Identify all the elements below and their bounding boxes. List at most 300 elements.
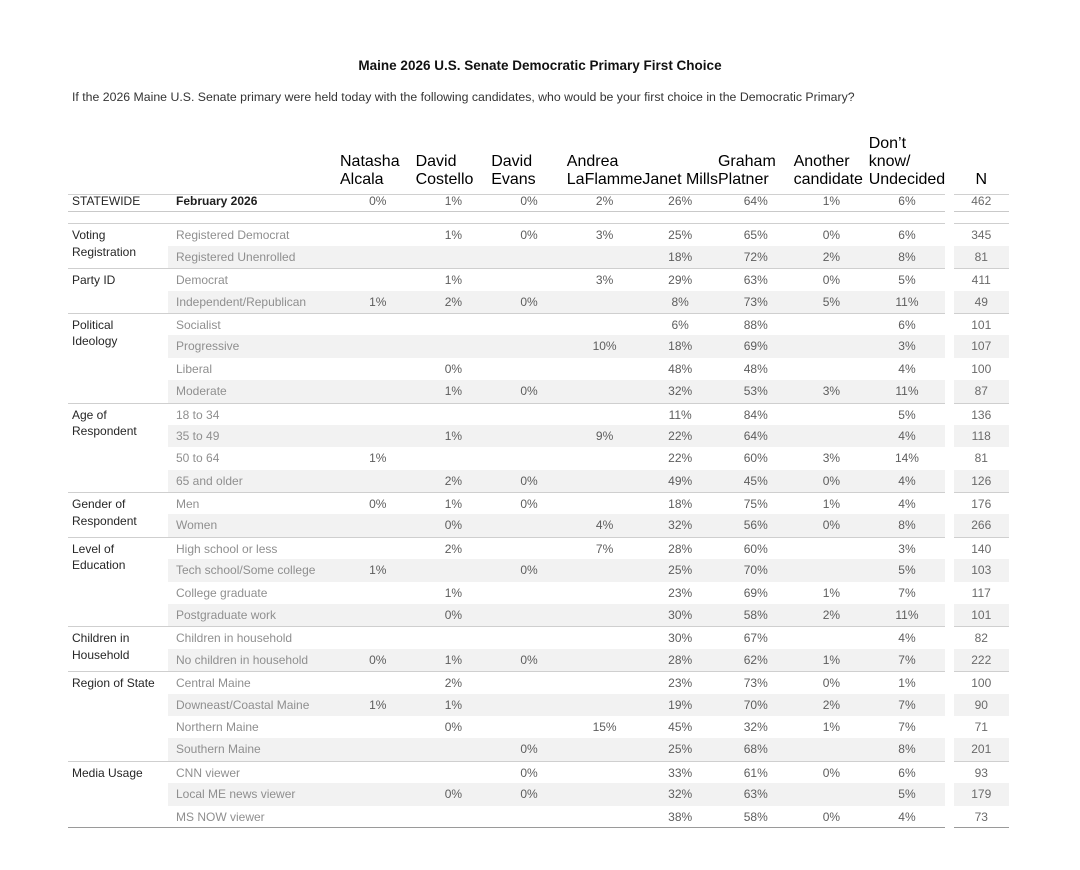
value-cell: 1%	[416, 268, 492, 290]
column-header	[491, 135, 567, 195]
n-cell: 345	[954, 223, 1009, 245]
value-cell: 1%	[340, 559, 416, 581]
value-cell: 58%	[718, 806, 794, 828]
value-cell: 0%	[444, 361, 463, 376]
column-gutter	[945, 694, 954, 716]
n-cell: 266	[954, 514, 1009, 536]
value-cell: 32%	[642, 380, 718, 402]
value-cell: 1%	[822, 585, 841, 600]
value-cell: 23%	[642, 671, 718, 693]
section-label: Age of Respondent	[68, 403, 168, 493]
value-cell	[340, 380, 416, 402]
value-cell: 69%	[743, 585, 768, 600]
value-cell: 0%	[794, 223, 870, 245]
n-cell: 103	[954, 559, 1009, 581]
column-header-row	[68, 135, 1009, 190]
value-cell	[491, 358, 567, 380]
value-cell: 1%	[794, 190, 870, 212]
section-spacer	[68, 212, 1009, 223]
value-cell: 23%	[668, 585, 693, 600]
n-cell: 49	[954, 291, 1009, 313]
column-header-label: David Costello	[415, 153, 474, 188]
value-cell: 4%	[869, 470, 945, 492]
column-gutter	[945, 380, 954, 402]
row-label: 50 to 64	[176, 451, 220, 466]
value-cell: 5%	[794, 291, 870, 313]
value-cell	[794, 738, 870, 760]
value-cell	[340, 470, 416, 492]
value-cell: 1%	[416, 223, 492, 245]
value-cell	[340, 313, 416, 335]
value-cell	[340, 783, 416, 805]
value-cell: 3%	[794, 380, 870, 402]
row-label: Democrat	[168, 268, 340, 290]
column-gutter	[945, 716, 954, 738]
value-cell: 6%	[642, 313, 718, 335]
value-cell	[491, 537, 567, 559]
value-cell: 0%	[491, 559, 567, 581]
value-cell: 30%	[642, 626, 718, 648]
value-cell: 6%	[869, 313, 945, 335]
value-cell: 26%	[642, 190, 718, 212]
value-cell: 8%	[642, 291, 718, 313]
value-cell: 28%	[642, 537, 718, 559]
column-header-label: Don’t know/ Undecided	[868, 135, 946, 188]
section-label: Voting Registration	[68, 223, 168, 268]
n-cell: 100	[971, 361, 992, 376]
value-cell: 0%	[794, 268, 870, 290]
value-cell: 1%	[416, 425, 492, 447]
value-cell: 15%	[592, 719, 617, 734]
value-cell: 49%	[642, 470, 718, 492]
value-cell: 2%	[416, 671, 492, 693]
row-label: High school or less	[168, 537, 340, 559]
value-cell: 0%	[491, 190, 567, 212]
value-cell: 29%	[642, 268, 718, 290]
column-header	[416, 135, 492, 195]
column-gutter	[945, 223, 954, 245]
value-cell: 1%	[794, 492, 870, 514]
value-cell: 0%	[340, 190, 416, 212]
row-label: Progressive	[168, 335, 340, 357]
value-cell: 0%	[794, 761, 870, 783]
value-cell: 0%	[794, 806, 870, 828]
row-label: Registered Democrat	[168, 223, 340, 245]
column-header-label: David Evans	[491, 153, 536, 188]
value-cell: 1%	[340, 291, 416, 313]
value-cell	[416, 559, 492, 581]
value-cell	[416, 761, 492, 783]
value-cell: 0%	[491, 738, 567, 760]
n-cell: 101	[954, 604, 1009, 626]
value-cell: 5%	[869, 783, 945, 805]
value-cell: 1%	[794, 649, 870, 671]
row-label: 65 and older	[168, 470, 340, 492]
value-cell: 0%	[416, 514, 492, 536]
column-header	[869, 135, 945, 195]
table-section	[68, 537, 1009, 627]
value-cell: 1%	[416, 649, 492, 671]
value-cell	[794, 335, 870, 357]
value-cell: 2%	[416, 291, 492, 313]
value-cell	[794, 559, 870, 581]
value-cell	[340, 403, 416, 425]
value-cell	[567, 447, 643, 469]
value-cell	[416, 626, 492, 648]
column-header-label: Graham Platner	[717, 153, 776, 188]
value-cell: 61%	[718, 761, 794, 783]
value-cell	[794, 537, 870, 559]
column-gutter	[945, 604, 954, 626]
row-label: Socialist	[168, 313, 340, 335]
value-cell: 4%	[869, 626, 945, 648]
n-cell: 71	[974, 719, 988, 734]
value-cell: 1%	[416, 190, 492, 212]
value-cell	[491, 268, 567, 290]
section-label: Party ID	[68, 268, 168, 313]
value-cell: 30%	[642, 604, 718, 626]
row-label: Tech school/Some college	[168, 559, 340, 581]
column-gutter	[945, 649, 954, 671]
column-gutter	[945, 738, 954, 760]
n-cell: 82	[954, 626, 1009, 648]
value-cell: 1%	[416, 380, 492, 402]
column-gutter	[945, 514, 954, 536]
value-cell: 72%	[718, 246, 794, 268]
value-cell: 7%	[869, 694, 945, 716]
value-cell: 45%	[668, 719, 693, 734]
value-cell: 84%	[718, 403, 794, 425]
n-cell: 90	[954, 694, 1009, 716]
value-cell: 22%	[668, 451, 693, 466]
value-cell	[567, 246, 643, 268]
value-cell: 0%	[491, 492, 567, 514]
value-cell: 75%	[718, 492, 794, 514]
value-cell: 0%	[416, 604, 492, 626]
value-cell	[340, 671, 416, 693]
value-cell: 70%	[718, 694, 794, 716]
value-cell: 3%	[822, 451, 841, 466]
column-gutter	[945, 582, 954, 604]
value-cell	[567, 559, 643, 581]
value-cell: 64%	[718, 190, 794, 212]
value-cell: 3%	[567, 268, 643, 290]
value-cell: 45%	[718, 470, 794, 492]
value-cell	[567, 604, 643, 626]
value-cell	[416, 806, 492, 828]
column-header	[794, 135, 870, 195]
column-header-label: Andrea LaFlamme	[566, 153, 643, 188]
value-cell: 53%	[718, 380, 794, 402]
row-label: Women	[168, 514, 340, 536]
header-spacer-cell	[68, 135, 340, 195]
section-label: Political Ideology	[68, 313, 168, 403]
value-cell	[340, 738, 416, 760]
value-cell	[567, 582, 643, 604]
column-gutter	[945, 403, 954, 425]
n-cell: 201	[954, 738, 1009, 760]
n-cell: 101	[954, 313, 1009, 335]
value-cell: 18%	[642, 492, 718, 514]
row-label: Downeast/Coastal Maine	[168, 694, 340, 716]
value-cell: 33%	[642, 761, 718, 783]
value-cell	[567, 738, 643, 760]
value-cell	[491, 514, 567, 536]
value-cell	[794, 626, 870, 648]
value-cell: 8%	[869, 514, 945, 536]
column-gutter	[945, 559, 954, 581]
table-section	[68, 492, 1009, 537]
value-cell: 1%	[416, 492, 492, 514]
value-cell: 3%	[869, 537, 945, 559]
row-label: College graduate	[176, 585, 268, 600]
table-section	[68, 268, 1009, 313]
table-section	[68, 626, 1009, 671]
value-cell: 48%	[668, 361, 693, 376]
value-cell: 1%	[369, 451, 387, 466]
column-gutter	[945, 470, 954, 492]
value-cell	[340, 537, 416, 559]
column-header	[642, 135, 718, 195]
column-gutter	[945, 291, 954, 313]
value-cell: 8%	[869, 246, 945, 268]
value-cell: 4%	[869, 425, 945, 447]
value-cell: 62%	[718, 649, 794, 671]
value-cell	[567, 492, 643, 514]
column-gutter	[945, 492, 954, 514]
value-cell: 0%	[794, 671, 870, 693]
value-cell: 11%	[869, 604, 945, 626]
column-header	[718, 135, 794, 195]
value-cell	[340, 514, 416, 536]
value-cell	[340, 806, 416, 828]
value-cell: 60%	[718, 537, 794, 559]
value-cell: 73%	[718, 291, 794, 313]
n-cell: 107	[954, 335, 1009, 357]
n-cell: 81	[974, 451, 988, 466]
value-cell: 25%	[642, 738, 718, 760]
column-gutter	[945, 626, 954, 648]
value-cell: 67%	[718, 626, 794, 648]
row-label: 18 to 34	[168, 403, 340, 425]
value-cell: 2%	[416, 537, 492, 559]
column-gutter	[945, 537, 954, 559]
n-cell: 176	[954, 492, 1009, 514]
value-cell: 4%	[869, 806, 945, 828]
value-cell: 5%	[869, 268, 945, 290]
value-cell: 3%	[869, 335, 945, 357]
column-gutter	[945, 425, 954, 447]
n-cell: 81	[954, 246, 1009, 268]
value-cell: 7%	[869, 649, 945, 671]
section-label: Children in Household	[68, 626, 168, 671]
value-cell	[416, 447, 492, 469]
section-label: Region of State	[68, 671, 168, 761]
value-cell: 1%	[822, 719, 841, 734]
column-gutter	[945, 447, 954, 469]
table-section	[68, 761, 1009, 828]
value-cell: 25%	[642, 223, 718, 245]
column-gutter	[945, 761, 954, 783]
value-cell	[491, 582, 567, 604]
value-cell	[491, 403, 567, 425]
value-cell: 70%	[718, 559, 794, 581]
row-label: February 2026	[168, 190, 340, 212]
n-cell: 73	[954, 806, 1009, 828]
row-label: Children in household	[168, 626, 340, 648]
value-cell: 1%	[340, 694, 416, 716]
value-cell: 10%	[567, 335, 643, 357]
value-cell	[416, 403, 492, 425]
value-cell	[491, 313, 567, 335]
value-cell: 1%	[416, 694, 492, 716]
value-cell: 0%	[491, 223, 567, 245]
n-cell: 411	[954, 268, 1009, 290]
section-label: Level of Education	[68, 537, 168, 627]
value-cell: 2%	[794, 604, 870, 626]
value-cell: 32%	[642, 514, 718, 536]
n-cell: 140	[954, 537, 1009, 559]
n-cell: 87	[954, 380, 1009, 402]
value-cell	[567, 403, 643, 425]
value-cell: 58%	[718, 604, 794, 626]
value-cell: 38%	[642, 806, 718, 828]
value-cell: 0%	[794, 514, 870, 536]
value-cell: 6%	[869, 761, 945, 783]
column-gutter	[945, 671, 954, 693]
value-cell: 25%	[642, 559, 718, 581]
value-cell: 0%	[340, 649, 416, 671]
n-cell: 100	[954, 671, 1009, 693]
value-cell	[794, 358, 870, 380]
value-cell: 0%	[491, 380, 567, 402]
value-cell	[340, 716, 416, 738]
value-cell: 60%	[743, 451, 768, 466]
value-cell: 18%	[642, 246, 718, 268]
n-cell: 117	[971, 585, 991, 600]
value-cell: 1%	[869, 671, 945, 693]
value-cell	[491, 425, 567, 447]
value-cell	[340, 761, 416, 783]
row-label: No children in household	[168, 649, 340, 671]
value-cell: 6%	[869, 190, 945, 212]
value-cell: 56%	[718, 514, 794, 536]
value-cell	[567, 806, 643, 828]
column-header	[340, 135, 416, 195]
value-cell: 7%	[898, 585, 916, 600]
value-cell	[416, 313, 492, 335]
value-cell	[491, 246, 567, 268]
value-cell: 2%	[794, 694, 870, 716]
value-cell: 88%	[718, 313, 794, 335]
n-cell: 179	[954, 783, 1009, 805]
value-cell	[567, 313, 643, 335]
value-cell: 63%	[718, 268, 794, 290]
value-cell: 48%	[743, 361, 768, 376]
row-label: Moderate	[168, 380, 340, 402]
value-cell: 22%	[642, 425, 718, 447]
value-cell	[491, 626, 567, 648]
table-section	[68, 313, 1009, 403]
section-label: STATEWIDE	[68, 190, 168, 212]
value-cell: 5%	[869, 559, 945, 581]
table-section	[68, 190, 1009, 212]
value-cell	[567, 626, 643, 648]
value-cell: 0%	[794, 470, 870, 492]
value-cell	[340, 582, 416, 604]
value-cell	[794, 313, 870, 335]
value-cell: 8%	[869, 738, 945, 760]
column-header-label: N	[975, 171, 988, 188]
value-cell: 2%	[416, 470, 492, 492]
value-cell	[567, 694, 643, 716]
value-cell	[340, 246, 416, 268]
value-cell	[567, 470, 643, 492]
value-cell	[491, 447, 567, 469]
column-gutter	[945, 313, 954, 335]
value-cell: 4%	[567, 514, 643, 536]
page-title: Maine 2026 U.S. Senate Democratic Primary First Choice	[358, 58, 722, 73]
value-cell: 11%	[869, 380, 945, 402]
value-cell: 19%	[642, 694, 718, 716]
poll-crosstab-table	[68, 135, 1009, 828]
value-cell: 2%	[567, 190, 643, 212]
value-cell: 63%	[718, 783, 794, 805]
value-cell: 0%	[491, 761, 567, 783]
section-label: Gender of Respondent	[68, 492, 168, 537]
column-gutter	[945, 806, 954, 828]
value-cell: 0%	[491, 291, 567, 313]
value-cell	[416, 335, 492, 357]
value-cell	[491, 806, 567, 828]
value-cell	[340, 358, 416, 380]
value-cell: 7%	[567, 537, 643, 559]
value-cell	[340, 626, 416, 648]
column-header-label: Natasha Alcala	[340, 153, 400, 188]
value-cell	[491, 604, 567, 626]
row-label: Local ME news viewer	[168, 783, 340, 805]
column-gutter	[945, 268, 954, 290]
column-header-label: Janet Mills	[642, 171, 718, 188]
value-cell: 11%	[869, 291, 945, 313]
row-label: Independent/Republican	[168, 291, 340, 313]
value-cell: 32%	[743, 719, 768, 734]
value-cell: 0%	[491, 649, 567, 671]
column-gutter	[945, 190, 954, 212]
value-cell: 32%	[642, 783, 718, 805]
value-cell: 14%	[894, 451, 919, 466]
value-cell: 7%	[898, 719, 916, 734]
value-cell: 69%	[718, 335, 794, 357]
value-cell	[794, 425, 870, 447]
value-cell	[340, 335, 416, 357]
value-cell: 0%	[416, 783, 492, 805]
column-gutter	[945, 335, 954, 357]
value-cell: 9%	[567, 425, 643, 447]
n-cell: 136	[954, 403, 1009, 425]
table-section	[68, 223, 1009, 268]
page-subtitle: If the 2026 Maine U.S. Senate primary were held today with the following candidates, who would be your first choice in the Democratic Primary?	[72, 90, 855, 104]
value-cell: 0%	[491, 470, 567, 492]
table-section	[68, 403, 1009, 493]
value-cell	[794, 783, 870, 805]
value-cell	[567, 291, 643, 313]
row-label: Postgraduate work	[168, 604, 340, 626]
value-cell: 4%	[869, 492, 945, 514]
value-cell	[567, 761, 643, 783]
column-header-label: Another candidate	[793, 153, 863, 188]
value-cell: 73%	[718, 671, 794, 693]
